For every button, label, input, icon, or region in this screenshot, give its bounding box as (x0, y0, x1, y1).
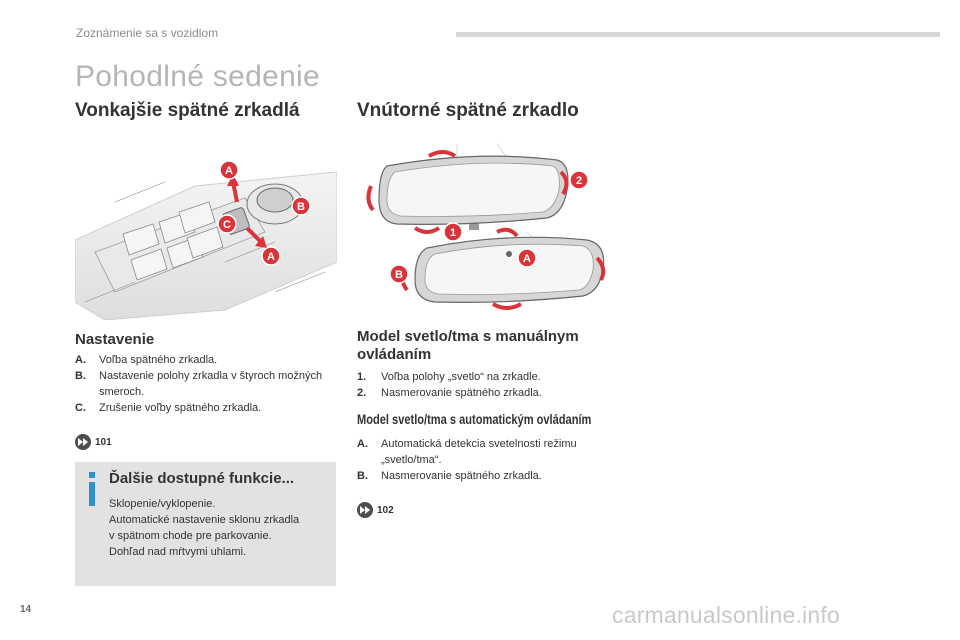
svg-text:A: A (523, 253, 531, 265)
exterior-mirrors-heading: Vonkajšie spätné zrkadlá (75, 100, 300, 121)
manual-model-heading: Model svetlo/tma s manuálnym ovládaním (357, 328, 579, 363)
interior-mirror-figure (357, 142, 627, 320)
page-reference-number: 102 (377, 504, 394, 516)
list-item: C. Zrušenie voľby spätného zrkadla. (75, 402, 262, 414)
info-line: Sklopenie/vyklopenie. (109, 498, 216, 510)
label-b (390, 265, 408, 283)
info-line: v spätnom chode pre parkovanie. (109, 530, 272, 542)
page-number: 14 (20, 604, 32, 615)
automatic-model-heading: Model svetlo/tma s automatickým ovládaním (357, 412, 592, 427)
page-title: Pohodlné sedenie (75, 60, 321, 93)
svg-text:B: B (395, 269, 403, 281)
exterior-mirror-control-figure (75, 142, 337, 320)
page-reference-icon (357, 502, 373, 518)
svg-text:A: A (267, 251, 275, 263)
header-bar (456, 32, 940, 37)
page-reference-link[interactable] (75, 434, 112, 450)
nastavenie-list (75, 352, 330, 416)
header-title: Zoznámenie sa s vozidlom (76, 26, 219, 40)
info-heading: Ďalšie dostupné funkcie... (109, 470, 295, 487)
list-item: 2. Nasmerovanie spätného zrkadla. (357, 387, 542, 399)
label-a (518, 249, 536, 267)
svg-text:C: C (223, 219, 231, 231)
info-box (75, 462, 336, 586)
page-reference-number: 101 (95, 436, 112, 448)
automatic-model-list (357, 436, 617, 484)
info-body (109, 496, 329, 560)
svg-text:1: 1 (449, 227, 457, 239)
page-reference-icon (75, 434, 91, 450)
list-item: A. Automatická detekcia svetelnosti režimu „svetlo/tma“. (357, 438, 577, 466)
nastavenie-heading: Nastavenie (75, 331, 155, 348)
label-2 (570, 171, 588, 189)
info-line: Automatické nastavenie sklonu zrkadla (109, 514, 300, 526)
interior-mirror-heading: Vnútorné spätné zrkadlo (357, 100, 579, 121)
label-c (218, 215, 236, 233)
svg-text:A: A (225, 165, 233, 177)
list-item: B. Nastavenie polohy zrkadla v štyroch možných smeroch. (75, 370, 323, 398)
list-item: A. Voľba spätného zrkadla. (75, 354, 218, 366)
label-1 (444, 223, 462, 241)
label-a-bottom (262, 247, 280, 265)
info-icon (85, 472, 99, 506)
manual-model-list (357, 369, 617, 401)
svg-text:B: B (297, 201, 305, 213)
list-item: 1. Voľba polohy „svetlo“ na zrkadle. (357, 371, 541, 383)
page-reference-link[interactable] (357, 502, 394, 518)
svg-text:2: 2 (575, 175, 583, 187)
info-line: Dohľad nad mŕtvymi uhlami. (109, 546, 247, 558)
label-a-top (220, 161, 238, 179)
list-item: B. Nasmerovanie spätného zrkadla. (357, 470, 542, 482)
watermark-text: carmanualsonline.info (612, 602, 840, 628)
label-b (292, 197, 310, 215)
